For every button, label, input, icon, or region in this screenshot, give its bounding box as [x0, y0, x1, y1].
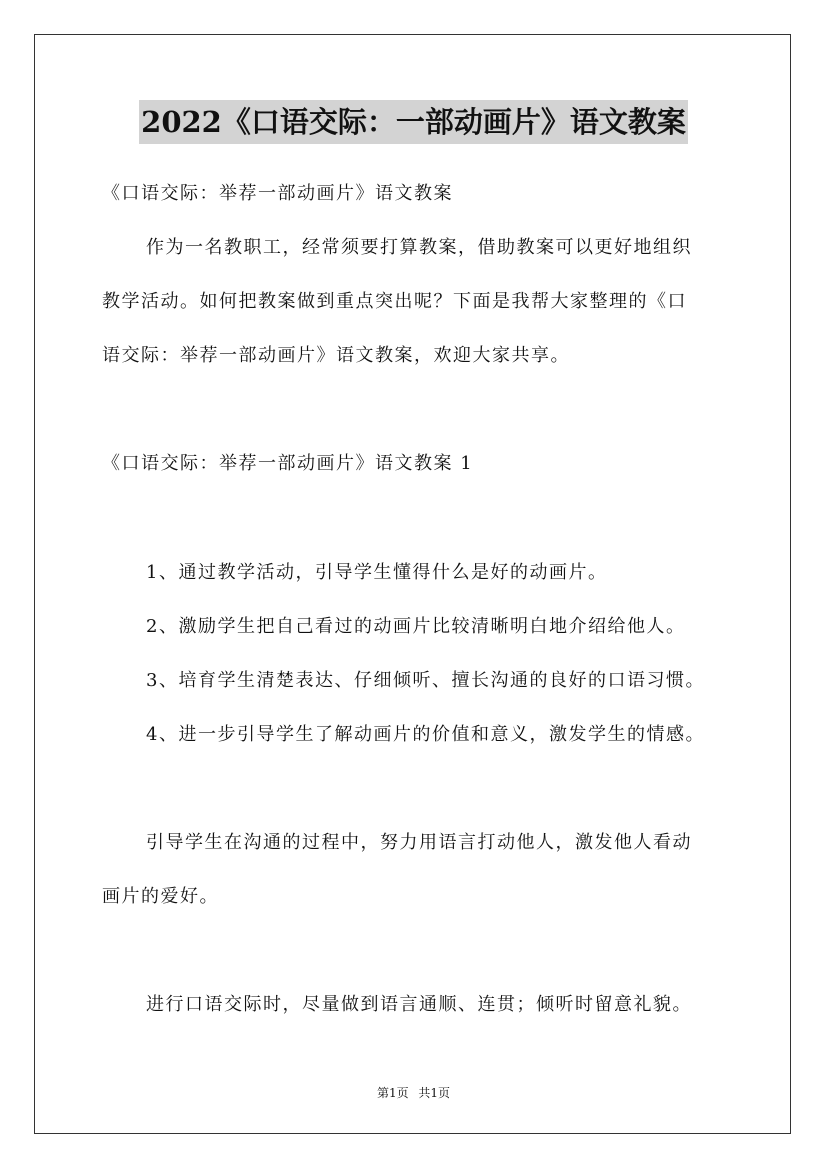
page-footer: [0, 1084, 827, 1101]
goal-item-1: 1、通过教学活动，引导学生懂得什么是好的动画片。: [146, 562, 608, 583]
difficulty-line: 进行口语交际时，尽量做到语言通顺、连贯；倾听时留意礼貌。: [146, 994, 692, 1015]
intro-line-3: 语交际：举荐一部动画片》语文教案，欢迎大家共享。: [102, 345, 570, 366]
goal-item-4: 4、进一步引导学生了解动画片的价值和意义，激发学生的情感。: [146, 724, 705, 745]
title-container: [0, 100, 827, 144]
focus-line-2: 画片的爱好。: [102, 886, 219, 907]
document-title: 2022《口语交际：一部动画片》语文教案: [139, 100, 688, 144]
intro-line-2: 教学活动。如何把教案做到重点突出呢？下面是我帮大家整理的《口: [102, 291, 687, 312]
goal-item-2: 2、激励学生把自己看过的动画片比较清晰明白地介绍给他人。: [146, 616, 686, 637]
page-number-current: 第1页: [376, 1086, 409, 1100]
page-number-total: 共1页: [418, 1086, 451, 1100]
section-heading: 《口语交际：举荐一部动画片》语文教案 1: [102, 453, 474, 474]
focus-line-1: 引导学生在沟通的过程中，努力用语言打动他人，激发他人看动: [146, 832, 692, 853]
intro-line-1: 作为一名教职工，经常须要打算教案，借助教案可以更好地组织: [146, 237, 692, 258]
document-subtitle: 《口语交际：举荐一部动画片》语文教案: [102, 183, 453, 204]
goal-item-3: 3、培育学生清楚表达、仔细倾听、擅长沟通的良好的口语习惯。: [146, 670, 705, 691]
